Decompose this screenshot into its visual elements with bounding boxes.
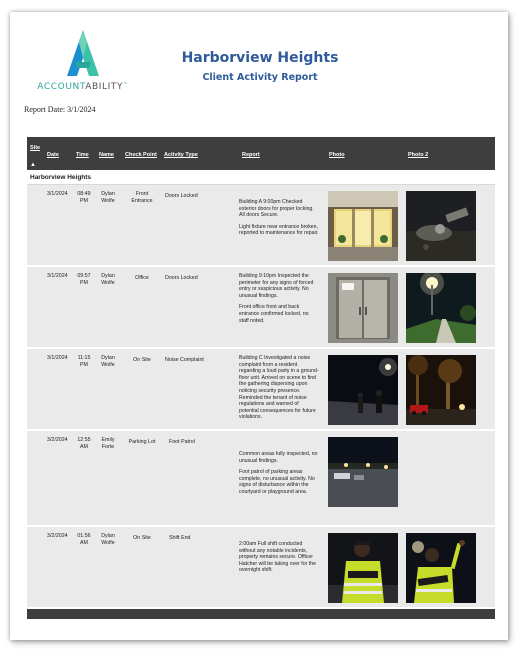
row-time: 11:15 PM [77, 355, 91, 368]
row-report: Building 9:10pm Inspected the perimeter for any signs of forced entry or suspicious activity. No unusual findings. Front office front and back entrance confirmed locked, no staff noted. [239, 273, 314, 324]
row-checkpoint: Front Entrance [131, 191, 153, 204]
building-entrance-photo-icon [328, 191, 398, 261]
logo-wordmark: ACCOUNTABILITY™ [37, 82, 129, 92]
broken-light-photo-icon [406, 191, 476, 261]
company-title: Harborview Heights [181, 50, 339, 66]
row-time: 08:49 PM [77, 191, 91, 204]
row-photo[interactable] [328, 355, 398, 425]
row-photo[interactable] [328, 191, 398, 261]
office-door-photo-icon [328, 273, 398, 343]
row-time: 01:56 AM [77, 533, 91, 546]
row-report: Building A 9:00pm Checked exterior doors for proper locking. All doors Secure. Light fixture near entrance broken, reported to maintenance for repair. [239, 199, 319, 237]
report-date: Report Date: 3/1/2024 [24, 105, 96, 114]
row-photo[interactable] [328, 273, 398, 343]
row-activity: Foot Patrol [169, 439, 195, 445]
table-header [27, 137, 495, 170]
table-row [27, 185, 495, 267]
table-row [27, 527, 495, 609]
column-header-checkpoint[interactable]: Check Point [125, 152, 157, 158]
company-logo [28, 28, 138, 98]
row-time: 09:57 PM [77, 273, 91, 286]
row-date: 3/2/2024 [47, 533, 68, 539]
column-header-activity[interactable]: Activity Type [164, 152, 198, 158]
row-date: 3/2/2024 [47, 437, 68, 443]
row-photo-2[interactable] [406, 533, 476, 603]
row-date: 3/1/2024 [47, 191, 68, 197]
report-subtitle: Client Activity Report [202, 72, 318, 83]
row-activity: Doors Locked [165, 275, 198, 281]
column-header-photo2[interactable]: Photo 2 [408, 152, 429, 158]
row-activity: Doors Locked [165, 193, 198, 199]
row-checkpoint: On Site [133, 535, 151, 541]
group-row: Harborview Heights [27, 170, 495, 185]
report-page [10, 12, 508, 640]
accountability-logo-icon [63, 28, 103, 78]
row-activity: Noise Complaint [165, 357, 204, 363]
parked-car-photo-icon [406, 355, 476, 425]
row-name: Dylan Wolfe [101, 273, 115, 286]
column-header-date[interactable]: Date [47, 152, 59, 158]
row-report: Common areas fully inspected, no unusual findings. Foot patrol of parking areas complete, no unusual activity. No signs of disturbance within the courtyard or playground area. [239, 451, 318, 495]
walkway-lamp-photo-icon [406, 273, 476, 343]
table-footer [27, 609, 495, 619]
security-guard-waving-photo-icon [406, 533, 476, 603]
security-guard-photo-icon [328, 533, 398, 603]
table-row [27, 267, 495, 349]
column-header-photo[interactable]: Photo [329, 152, 345, 158]
column-header-site[interactable]: Site [30, 145, 41, 151]
row-checkpoint: On Site [133, 357, 151, 363]
row-report: 2:00am Full shift conducted without any notable incidents, property remains secure. Officer Hatcher will be taking over for the overnight shift. [239, 541, 316, 574]
row-date: 3/1/2024 [47, 355, 68, 361]
row-checkpoint: Parking Lot [128, 439, 156, 445]
sort-ascending-icon[interactable]: ▲ [30, 162, 36, 168]
row-photo[interactable] [328, 437, 398, 507]
row-name: Dylan Wolfe [101, 533, 115, 546]
column-header-report[interactable]: Report [242, 152, 260, 158]
parking-lot-photo-icon [328, 437, 398, 507]
column-header-time[interactable]: Time [76, 152, 89, 158]
row-name: Emily Forte [101, 437, 115, 450]
row-photo[interactable] [328, 533, 398, 603]
row-photo-2[interactable] [406, 355, 476, 425]
people-street-photo-icon [328, 355, 398, 425]
column-header-name[interactable]: Name [99, 152, 114, 158]
row-activity: Shift End [169, 535, 191, 541]
row-date: 3/1/2024 [47, 273, 68, 279]
activity-table [27, 137, 495, 619]
row-photo-2[interactable] [406, 191, 476, 261]
row-name: Dylan Wolfe [101, 191, 115, 204]
row-name: Dylan Wolfe [101, 355, 115, 368]
row-report: Building C Investigated a noise complaint from a resident regarding a loud party in a ground-floor unit. Arrived on scene to find the gathering dispersing upon noticing security presence. Reminded the tenant of noise regulations and warned of potential consequences for future violations. [239, 355, 319, 421]
row-photo-2[interactable] [406, 273, 476, 343]
table-row [27, 349, 495, 431]
table-row [27, 431, 495, 527]
row-time: 12:55 AM [77, 437, 91, 450]
row-checkpoint: Office [135, 275, 149, 281]
